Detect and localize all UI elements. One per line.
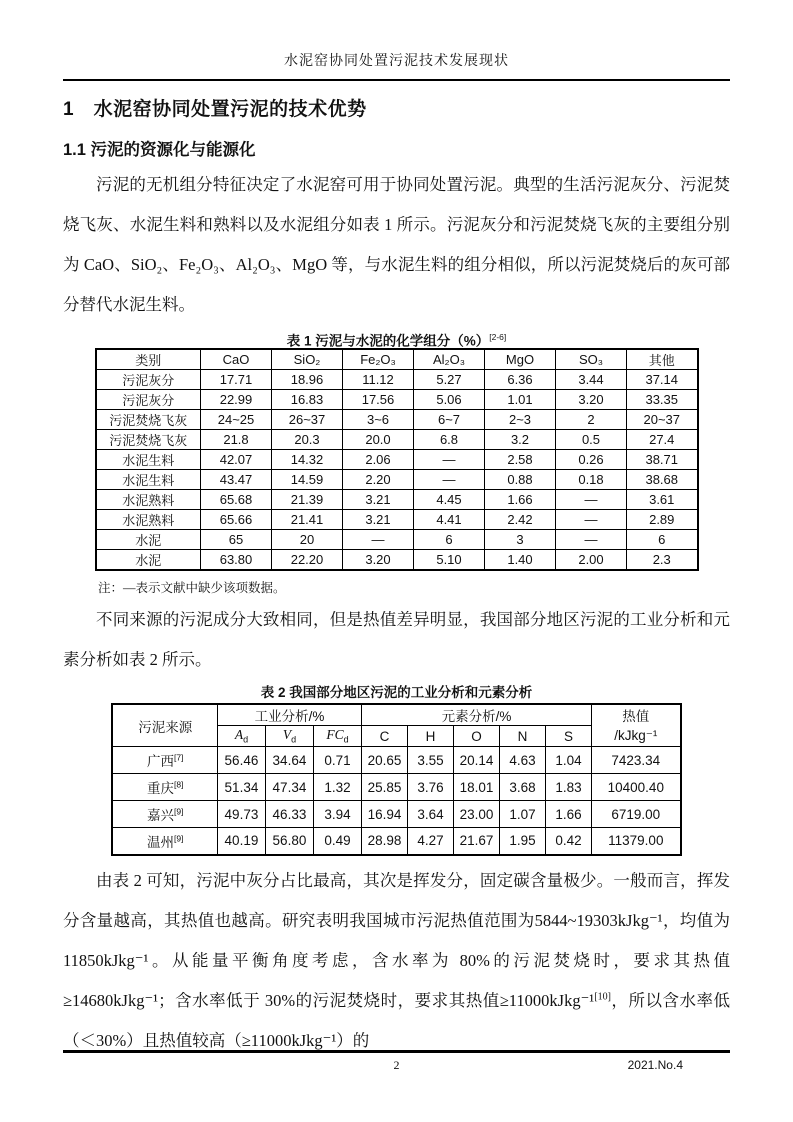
table-cell: 21.39 (272, 490, 343, 510)
table-cell: 28.98 (361, 828, 407, 855)
citation-reference: [7] (173, 752, 184, 763)
table-cell: 21.8 (201, 430, 272, 450)
table-row (96, 410, 698, 430)
text-segment: 由表 2 可知，污泥中灰分占比最高，其次是挥发分，固定碳含量极少。一般而言，挥发分含量越高，其热值也越高。研究表明我国城市污泥热值范围为5844~19303kJkg⁻¹，均值为 11850kJkg⁻¹。从能量平衡角度考虑，含水率为 80%的污泥焚烧时，要求其热值≥14680kJkg⁻¹；含水率低于 30%的污泥焚烧时，要求其热值≥11000kJkg⁻¹ (63, 870, 730, 1010)
table2-col-header: $A_d$ (217, 726, 265, 747)
table1-col-header: SO₃ (556, 349, 627, 370)
table-cell: 3.20 (556, 390, 627, 410)
table1-col-header: 其他 (627, 349, 698, 370)
table-cell: 40.19 (217, 828, 265, 855)
table-cell: 0.71 (313, 747, 361, 774)
table-cell: 1.66 (545, 801, 591, 828)
table-cell: 16.83 (272, 390, 343, 410)
table-cell: 65 (201, 530, 272, 550)
table-cell: 4.63 (499, 747, 545, 774)
table-cell: 3.21 (343, 510, 414, 530)
page-number: 2 (393, 1058, 400, 1072)
table-cell: 16.94 (361, 801, 407, 828)
table-cell: 水泥生料 (96, 450, 201, 470)
table-cell: 1.07 (499, 801, 545, 828)
table1-caption (63, 328, 730, 347)
table-cell: 56.46 (217, 747, 265, 774)
table-cell: 14.59 (272, 470, 343, 490)
table-cell: 24~25 (201, 410, 272, 430)
table-cell: 65.68 (201, 490, 272, 510)
table-cell: 3 (485, 530, 556, 550)
table-cell: — (414, 450, 485, 470)
table-cell: 17.56 (343, 390, 414, 410)
table1-col-header: 类别 (96, 349, 201, 370)
table-cell: 污泥灰分 (96, 390, 201, 410)
table-cell: 2 (556, 410, 627, 430)
table-cell: 43.47 (201, 470, 272, 490)
table1-col-header: CaO (201, 349, 272, 370)
table-cell: 22.20 (272, 550, 343, 571)
table-cell: 11379.00 (592, 828, 681, 855)
table-cell: 污泥焚烧飞灰 (96, 410, 201, 430)
table-cell: 63.80 (201, 550, 272, 571)
table-row (112, 774, 680, 801)
page-footer (63, 1050, 730, 1072)
table-cell: 51.34 (217, 774, 265, 801)
table-cell: — (343, 530, 414, 550)
table-cell: 10400.40 (592, 774, 681, 801)
table-cell: 3.21 (343, 490, 414, 510)
table-row (112, 828, 680, 855)
table-cell: 2.3 (627, 550, 698, 571)
table2-col-header: S (545, 726, 591, 747)
table-row (96, 450, 698, 470)
citation-reference: [10] (594, 991, 611, 1002)
table1-col-header: SiO₂ (272, 349, 343, 370)
table-cell: 4.27 (407, 828, 453, 855)
table-cell: 2.06 (343, 450, 414, 470)
table-cell: 水泥 (96, 550, 201, 571)
table-cell: 11.12 (343, 370, 414, 390)
table2-group-header-ultimate: 元素分析/% (361, 704, 591, 726)
table-cell: 17.71 (201, 370, 272, 390)
running-header (63, 0, 730, 81)
table-cell: 26~37 (272, 410, 343, 430)
table-cell: 1.66 (485, 490, 556, 510)
table-row (96, 470, 698, 490)
citation-reference: [9] (173, 833, 184, 844)
table2-col-header-heating-value: 热值 /kJkg⁻¹ (592, 704, 681, 747)
table-cell: 3.2 (485, 430, 556, 450)
table-cell: 1.01 (485, 390, 556, 410)
table-cell: 4.41 (414, 510, 485, 530)
table-cell: 20.3 (272, 430, 343, 450)
table-cell: 水泥 (96, 530, 201, 550)
table-cell: 27.4 (627, 430, 698, 450)
table-cell: 3.68 (499, 774, 545, 801)
table-cell: 3.20 (343, 550, 414, 571)
table-cell: 3.44 (556, 370, 627, 390)
table2-group-header-proximate: 工业分析/% (217, 704, 361, 726)
section-heading: 1 水泥窑协同处置污泥的技术优势 (63, 99, 367, 120)
table-cell: 0.42 (545, 828, 591, 855)
table-cell: — (556, 530, 627, 550)
paragraph-2: 不同来源的污泥成分大致相同，但是热值差异明显，我国部分地区污泥的工业分析和元素分析如表 2 所示。 (63, 610, 730, 669)
table-cell: 18.96 (272, 370, 343, 390)
table2-col-header: C (361, 726, 407, 747)
table-cell: 20~37 (627, 410, 698, 430)
table-cell: 0.88 (485, 470, 556, 490)
table-cell: 2~3 (485, 410, 556, 430)
table-cell: 6 (414, 530, 485, 550)
table-cell: 38.71 (627, 450, 698, 470)
running-header-title: 水泥窑协同处置污泥技术发展现状 (284, 54, 509, 69)
text-segment: ，所以含水率低（＜30%）且热值较高（≥11000kJkg⁻¹）的 (63, 990, 730, 1050)
table2-col-header-source: 污泥来源 (112, 704, 217, 747)
table-cell: 20.65 (361, 747, 407, 774)
table-row (96, 390, 698, 410)
table-cell: 21.67 (453, 828, 499, 855)
table1-col-header: Al₂O₃ (414, 349, 485, 370)
table1-col-header: Fe₂O₃ (343, 349, 414, 370)
table-cell: 2.00 (556, 550, 627, 571)
table-cell: 46.33 (265, 801, 313, 828)
table1-header-row (96, 349, 698, 370)
table-cell: 2.89 (627, 510, 698, 530)
table-cell: 21.41 (272, 510, 343, 530)
table-cell: 2.42 (485, 510, 556, 530)
table1-caption-reference: [2-6] (489, 332, 507, 342)
citation-reference: [8] (173, 779, 184, 790)
table-cell: 水泥熟料 (96, 510, 201, 530)
table-cell: 25.85 (361, 774, 407, 801)
table-cell: 嘉兴[9] (112, 801, 217, 828)
table-cell: — (556, 510, 627, 530)
table2-col-header: H (407, 726, 453, 747)
table2-caption-text: 表 2 我国部分地区污泥的工业分析和元素分析 (260, 685, 533, 700)
table1-caption-text: 表 1 污泥与水泥的化学组分（%） (286, 333, 490, 349)
table-cell: 0.5 (556, 430, 627, 450)
table-cell: — (414, 470, 485, 490)
table-cell: 污泥焚烧飞灰 (96, 430, 201, 450)
table-cell: 65.66 (201, 510, 272, 530)
table-cell: 1.83 (545, 774, 591, 801)
table2-caption (63, 683, 730, 702)
table-cell: 47.34 (265, 774, 313, 801)
table-cell: 4.45 (414, 490, 485, 510)
table-cell: 重庆[8] (112, 774, 217, 801)
table-cell: 0.49 (313, 828, 361, 855)
table-row (96, 530, 698, 550)
table-cell: 5.27 (414, 370, 485, 390)
table1-note: 注：—表示文献中缺少该项数据。 (98, 581, 286, 595)
table2-header-row-1 (112, 704, 680, 726)
table-cell: 3~6 (343, 410, 414, 430)
table-cell: 水泥熟料 (96, 490, 201, 510)
table-cell: 38.68 (627, 470, 698, 490)
table-cell: 14.32 (272, 450, 343, 470)
table-row (112, 747, 680, 774)
table-row (96, 490, 698, 510)
table-cell: 33.35 (627, 390, 698, 410)
table-cell: 3.64 (407, 801, 453, 828)
table2-proximate-ultimate-analysis (111, 703, 681, 856)
table-cell: 广西[7] (112, 747, 217, 774)
table-cell: 5.06 (414, 390, 485, 410)
table-cell: 20.0 (343, 430, 414, 450)
table-cell: 23.00 (453, 801, 499, 828)
table2-col-header: O (453, 726, 499, 747)
paragraph-3 (63, 861, 730, 1061)
table-cell: 18.01 (453, 774, 499, 801)
table-cell: 0.18 (556, 470, 627, 490)
table-row (96, 370, 698, 390)
table-cell: 1.32 (313, 774, 361, 801)
table-cell: 1.40 (485, 550, 556, 571)
table1-col-header: MgO (485, 349, 556, 370)
table-cell: 20.14 (453, 747, 499, 774)
table-cell: 6.36 (485, 370, 556, 390)
table-cell: 56.80 (265, 828, 313, 855)
table-cell: 5.10 (414, 550, 485, 571)
table-cell: 3.94 (313, 801, 361, 828)
paragraph-1: 污泥的无机组分特征决定了水泥窑可用于协同处置污泥。典型的生活污泥灰分、污泥焚烧飞灰、水泥生料和熟料以及水泥组分如表 1 所示。污泥灰分和污泥焚烧飞灰的主要组分别为 CaO、SiO₂、Fe₂O₃、Al₂O₃、MgO 等，与水泥生料的组分相似，所以污泥焚烧后的灰可部分替代水泥生料。 (63, 175, 730, 314)
table-cell: 42.07 (201, 450, 272, 470)
issue-label: 2021.No.4 (627, 1058, 683, 1072)
table-cell: 污泥灰分 (96, 370, 201, 390)
table-cell: 49.73 (217, 801, 265, 828)
table-cell: 3.61 (627, 490, 698, 510)
table-cell: 2.20 (343, 470, 414, 490)
table-cell: 0.26 (556, 450, 627, 470)
table-cell: 6.8 (414, 430, 485, 450)
table-row (96, 430, 698, 450)
table-row (96, 550, 698, 571)
table-cell: 3.55 (407, 747, 453, 774)
table-cell: 2.58 (485, 450, 556, 470)
table-cell: 34.64 (265, 747, 313, 774)
table-cell: 6719.00 (592, 801, 681, 828)
table-row (112, 801, 680, 828)
citation-reference: [9] (173, 806, 184, 817)
table2-col-header: $V_d$ (265, 726, 313, 747)
table-cell: 1.04 (545, 747, 591, 774)
table2-col-header: $FC_d$ (313, 726, 361, 747)
table-cell: 6~7 (414, 410, 485, 430)
table2-col-header: N (499, 726, 545, 747)
table-cell: 水泥生料 (96, 470, 201, 490)
subsection-heading: 1.1 污泥的资源化与能源化 (63, 141, 256, 159)
table1-chemical-composition (95, 348, 699, 571)
table-row (96, 510, 698, 530)
table-cell: — (556, 490, 627, 510)
table-cell: 37.14 (627, 370, 698, 390)
table-cell: 20 (272, 530, 343, 550)
table-cell: 温州[9] (112, 828, 217, 855)
table-cell: 7423.34 (592, 747, 681, 774)
table-cell: 1.95 (499, 828, 545, 855)
table-cell: 6 (627, 530, 698, 550)
table-cell: 22.99 (201, 390, 272, 410)
table-cell: 3.76 (407, 774, 453, 801)
